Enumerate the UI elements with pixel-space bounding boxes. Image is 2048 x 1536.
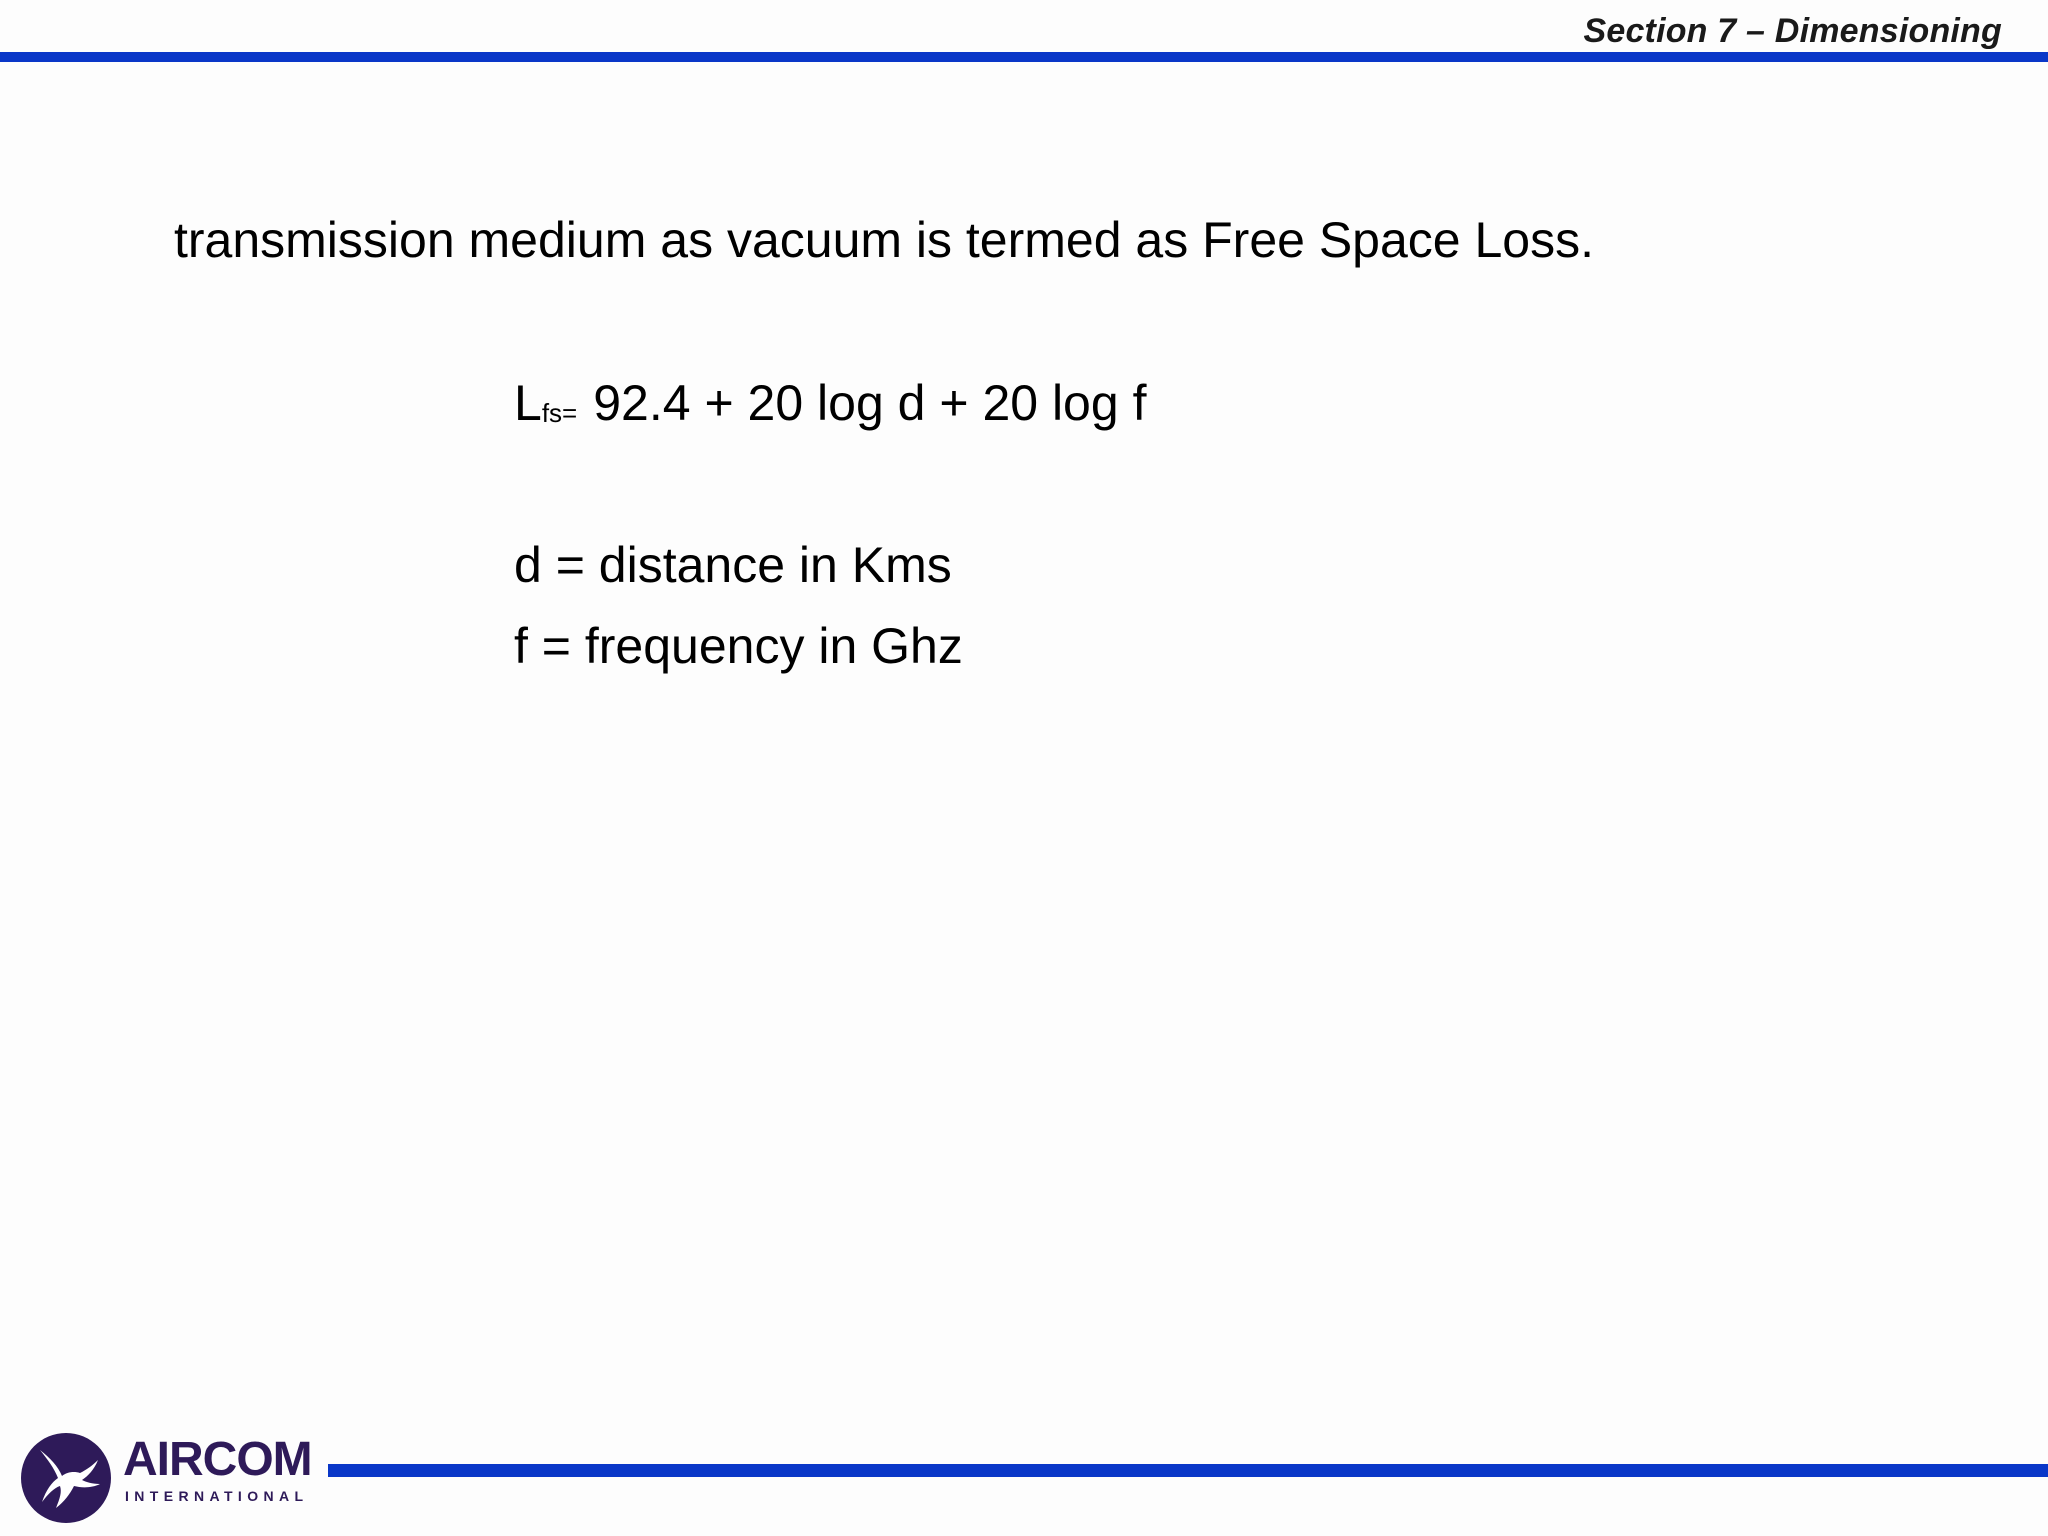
bird-icon [20,1432,112,1524]
formula-symbol: L [514,375,542,431]
formula-subscript: fs [541,398,563,428]
intro-line: transmission medium as vacuum is termed as Free Space Loss. [174,212,1594,268]
logo-wordmark: AIRCOM [123,1433,312,1486]
definition-d: d = distance in Kms [514,537,952,593]
formula-sub-equals: = [562,398,578,428]
logo-subtitle: INTERNATIONAL [125,1488,309,1504]
definition-f: f = frequency in Ghz [514,618,963,674]
header-title: Section 7 – Dimensioning [1583,12,2002,50]
formula-expression: 92.4 + 20 log d + 20 log f [593,375,1147,431]
footer-rule [328,1464,2048,1477]
header-rule [0,52,2048,62]
aircom-logo [20,1432,320,1524]
formula [514,373,1146,443]
